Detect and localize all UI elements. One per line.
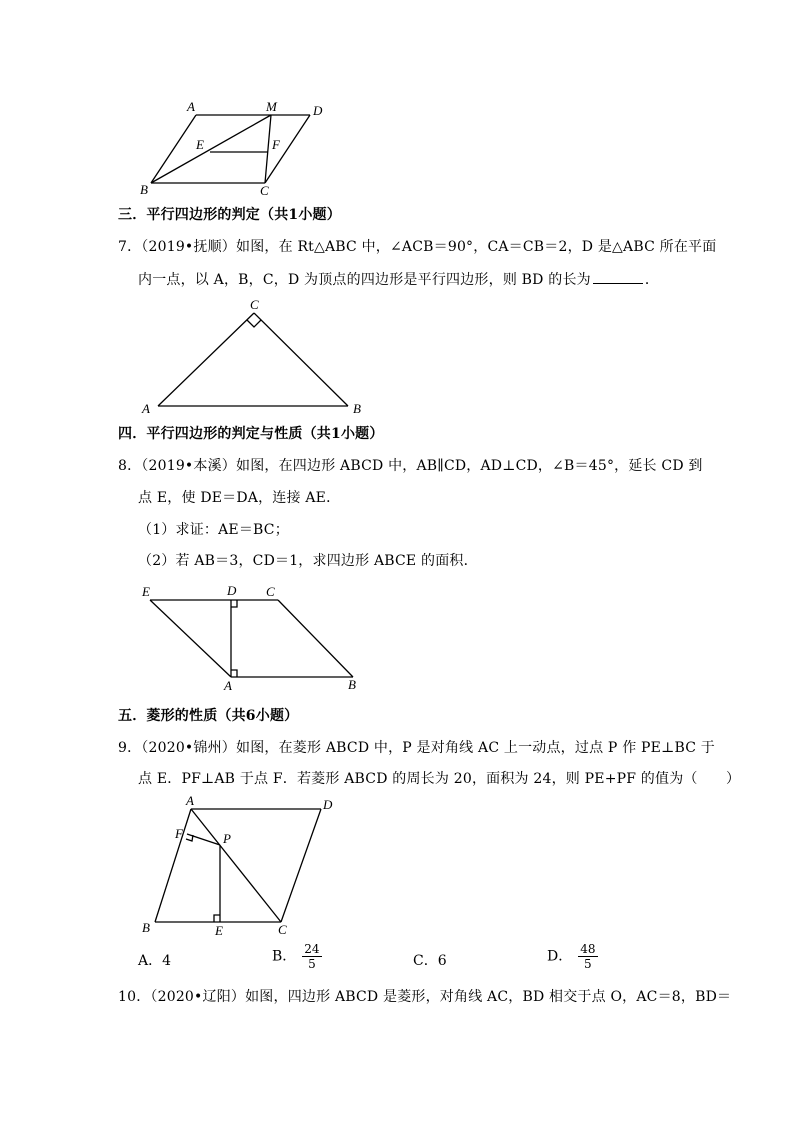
option-d-numerator: 48 xyxy=(580,942,596,956)
label-m: M xyxy=(266,99,277,114)
right-angle-mark-e xyxy=(214,915,220,922)
figure-parallelogram-amd xyxy=(135,95,345,200)
label-b: B xyxy=(348,677,356,692)
option-d[interactable] xyxy=(547,942,598,971)
figure-rhombus-abcd xyxy=(135,790,350,940)
segment-ea xyxy=(150,600,231,677)
label-c: C xyxy=(266,584,275,599)
label-c: C xyxy=(260,183,269,198)
segment-ca xyxy=(158,313,254,406)
label-a: A xyxy=(186,793,194,808)
segment-ab xyxy=(155,809,191,922)
option-b-label: B． xyxy=(272,948,297,965)
label-a: A xyxy=(224,678,232,692)
label-e: E xyxy=(196,137,204,152)
label-d: D xyxy=(323,797,333,812)
label-c: C xyxy=(250,297,259,312)
label-a: A xyxy=(142,401,150,416)
option-b-fraction xyxy=(302,942,321,971)
label-d: D xyxy=(227,583,237,598)
section-heading-3: 三．平行四边形的判定（共1小题） xyxy=(118,207,341,223)
segment-cb xyxy=(278,600,353,677)
question-10-line-1: 10．（2020•辽阳）如图，四边形 ABCD 是菱形，对角线 AC，BD 相交于点 O，AC＝8，BD＝ xyxy=(118,989,732,1005)
question-7-line-2 xyxy=(138,269,659,290)
option-b-denominator: 5 xyxy=(308,957,316,971)
label-a: A xyxy=(187,99,195,114)
question-7-line-2-text: 内一点，以 A，B，C，D 为顶点的四边形是平行四边形，则 BD 的长为 xyxy=(138,272,591,288)
label-b: B xyxy=(142,920,150,935)
right-angle-mark xyxy=(247,320,261,327)
question-8-part-1: （1）求证：AE＝BC； xyxy=(138,522,289,538)
diagonal-ac xyxy=(191,809,281,922)
option-d-fraction xyxy=(578,942,597,971)
label-p: P xyxy=(223,831,231,846)
right-angle-mark-a xyxy=(231,670,237,677)
option-b-numerator: 24 xyxy=(304,942,320,956)
segment-ab xyxy=(151,115,196,183)
option-c[interactable]: C．6 xyxy=(413,953,447,969)
question-7-line-2-end: ． xyxy=(644,272,660,288)
option-d-label: D． xyxy=(547,948,573,965)
label-f: F xyxy=(175,826,183,841)
figure-quad-abce xyxy=(135,580,370,692)
question-8-line-1: 8．（2019•本溪）如图，在四边形 ABCD 中，AB∥CD，AD⊥CD，∠B＝45°，延长 CD 到 xyxy=(118,458,703,474)
segment-bm xyxy=(151,115,271,183)
right-angle-mark-d xyxy=(231,600,237,607)
label-e: E xyxy=(215,923,223,938)
answer-blank xyxy=(593,269,643,284)
figure-triangle-abc xyxy=(135,295,375,420)
label-b: B xyxy=(140,182,148,197)
segment-dc xyxy=(281,809,321,922)
label-e: E xyxy=(142,584,150,599)
question-9-line-2: 点 E．PF⊥AB 于点 F．若菱形 ABCD 的周长为 20，面积为 24，则 PE+PF 的值为（ ） xyxy=(138,771,741,787)
section-heading-5: 五．菱形的性质（共6小题） xyxy=(118,708,299,724)
question-8-line-2: 点 E，使 DE＝DA，连接 AE． xyxy=(138,490,341,506)
option-d-denominator: 5 xyxy=(584,957,592,971)
label-b: B xyxy=(353,401,361,416)
segment-mc xyxy=(265,115,271,183)
option-a[interactable]: A．4 xyxy=(138,953,172,969)
question-7-line-1: 7．（2019•抚顺）如图，在 Rt△ABC 中，∠ACB＝90°，CA＝CB＝2，D 是△ABC 所在平面 xyxy=(118,239,717,255)
label-d: D xyxy=(313,103,323,118)
question-9-line-1: 9．（2020•锦州）如图，在菱形 ABCD 中，P 是对角线 AC 上一动点，过点 P 作 PE⊥BC 于 xyxy=(118,740,715,756)
segment-cb xyxy=(254,313,348,406)
option-b[interactable] xyxy=(272,942,322,971)
section-heading-4: 四．平行四边形的判定与性质（共1小题） xyxy=(118,426,384,442)
label-c: C xyxy=(278,922,287,937)
label-f: F xyxy=(272,137,280,152)
question-8-part-2: （2）若 AB＝3，CD＝1，求四边形 ABCE 的面积． xyxy=(138,553,478,569)
